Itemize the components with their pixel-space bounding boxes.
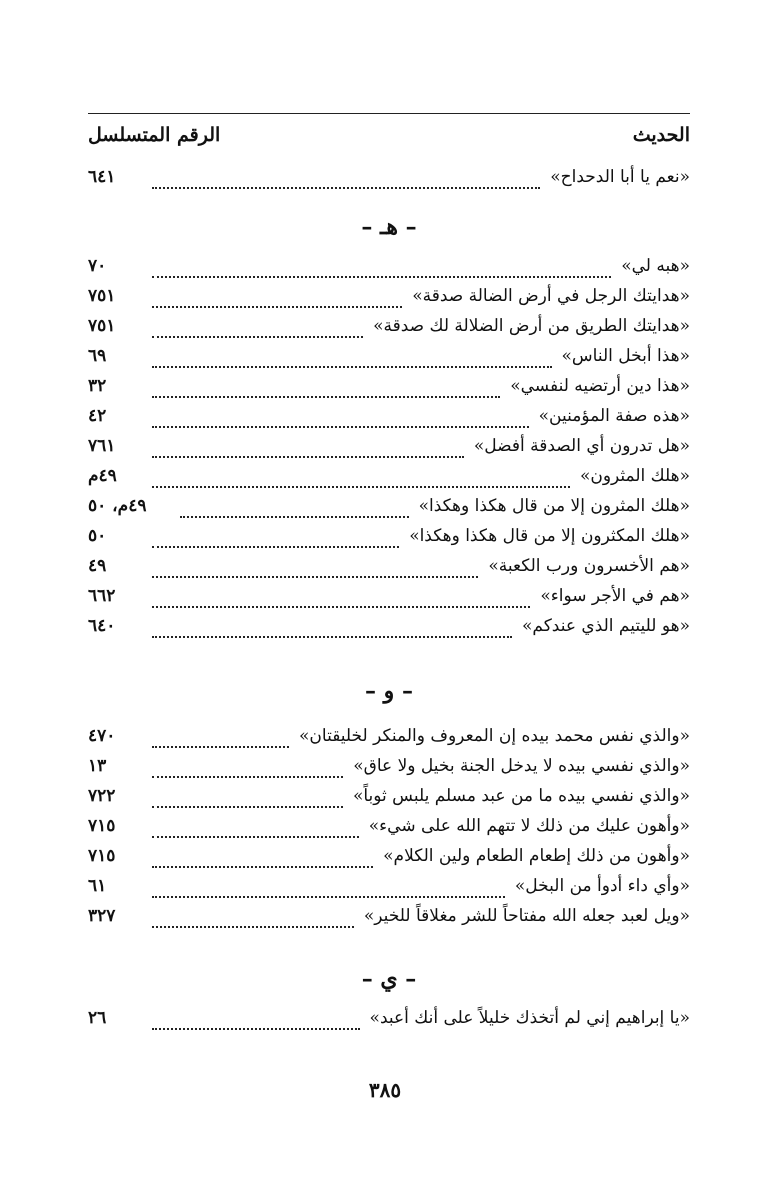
entry-text: «هدايتك الرجل في أرض الضالة صدقة»	[412, 286, 690, 306]
index-entry	[88, 724, 690, 754]
header-rule	[88, 113, 690, 114]
index-entry	[88, 814, 690, 844]
leader-dots	[152, 874, 505, 898]
entry-number: ٤٩م	[88, 466, 117, 486]
index-entry	[88, 904, 690, 934]
index-entry	[88, 404, 690, 434]
entry-number: ٦٤١	[88, 167, 116, 187]
entry-text: «هذا دين أرتضيه لنفسي»	[510, 376, 690, 396]
entry-number: ٥٠	[88, 526, 107, 546]
leader-dots	[152, 814, 359, 838]
entry-text: «هم الأخسرون ورب الكعبة»	[488, 556, 690, 576]
entry-number: ٤٩م، ٥٠	[88, 496, 147, 516]
entry-text: «وأي داء أدوأ من البخل»	[514, 876, 690, 896]
entry-number: ٧١٥	[88, 816, 116, 836]
entry-text: «والذي نفس محمد بيده إن المعروف والمنكر لخليقتان»	[299, 726, 690, 746]
index-entry	[88, 784, 690, 814]
entry-text: «نعم يا أبا الدحداح»	[550, 167, 690, 187]
section-letter-ya: – ي –	[361, 966, 417, 992]
leader-dots	[152, 724, 289, 748]
index-entry	[88, 284, 690, 314]
leader-dots	[152, 254, 611, 278]
section-letter-ha: – هـ –	[361, 214, 417, 240]
entry-number: ٧٢٢	[88, 786, 116, 806]
column-header	[88, 120, 690, 154]
entry-number: ٤٩	[88, 556, 107, 576]
entry-text: «وأهون عليك من ذلك لا تتهم الله على شيء»	[368, 816, 690, 836]
entry-text: «هدايتك الطريق من أرض الضلالة لك صدقة»	[373, 316, 690, 336]
entry-text: «هلك المثرون»	[579, 466, 690, 486]
entry-number: ٢٦	[88, 1008, 107, 1028]
entry-text: «هذه صفة المؤمنين»	[538, 406, 690, 426]
leader-dots	[152, 754, 343, 778]
entry-text: «هل تدرون أي الصدقة أفضل»	[473, 436, 690, 456]
leader-dots	[152, 344, 552, 368]
index-entry	[88, 874, 690, 904]
index-entry	[88, 464, 690, 494]
entry-number: ٤٢	[88, 406, 107, 426]
index-entry	[88, 165, 690, 195]
section-letter-waw: – و –	[365, 678, 413, 704]
column-serial-label: الرقم المتسلسل	[88, 124, 221, 146]
entry-number: ٧٦١	[88, 436, 116, 456]
entry-text: «هو لليتيم الذي عندكم»	[521, 616, 690, 636]
index-entry	[88, 584, 690, 614]
leader-dots	[152, 284, 402, 308]
entry-number: ٦٤٠	[88, 616, 116, 636]
leader-dots	[152, 464, 570, 488]
leader-dots	[152, 1006, 360, 1030]
entry-number: ٤٧٠	[88, 726, 116, 746]
entry-number: ٦٩	[88, 346, 107, 366]
index-entry	[88, 1006, 690, 1036]
leader-dots	[152, 314, 363, 338]
index-entry	[88, 254, 690, 284]
index-entry	[88, 844, 690, 874]
entry-text: «هبه لي»	[621, 256, 690, 276]
entry-number: ٧٥١	[88, 286, 116, 306]
index-entry	[88, 374, 690, 404]
entry-number: ٣٢	[88, 376, 107, 396]
entry-number: ٧١٥	[88, 846, 116, 866]
leader-dots	[152, 404, 529, 428]
entry-text: «يا إبراهيم إني لم أتخذك خليلاً على أنك أعبد»	[369, 1008, 690, 1028]
entry-text: «هذا أبخل الناس»	[561, 346, 690, 366]
index-entry	[88, 344, 690, 374]
leader-dots	[152, 844, 373, 868]
leader-dots	[152, 904, 354, 928]
entry-number: ٧٠	[88, 256, 107, 276]
leader-dots	[152, 554, 478, 578]
entry-text: «والذي نفسي بيده لا يدخل الجنة بخيل ولا عاق»	[353, 756, 690, 776]
entry-number: ١٣	[88, 756, 107, 776]
index-entry	[88, 524, 690, 554]
entry-number: ٦١	[88, 876, 107, 896]
entry-text: «هم في الأجر سواء»	[540, 586, 690, 606]
leader-dots	[152, 614, 512, 638]
entry-text: «هلك المثرون إلا من قال هكذا وهكذا»	[418, 496, 690, 516]
leader-dots	[152, 584, 530, 608]
entry-text: «ويل لعبد جعله الله مفتاحاً للشر مغلاقاً للخير»	[363, 906, 690, 926]
entry-text: «وأهون من ذلك إطعام الطعام ولين الكلام»	[383, 846, 690, 866]
index-entry	[88, 494, 690, 524]
leader-dots	[152, 165, 540, 189]
page-number: ٣٨٥	[368, 1078, 402, 1102]
entry-text: «والذي نفسي بيده ما من عبد مسلم يلبس ثوباً»	[352, 786, 690, 806]
index-entry	[88, 434, 690, 464]
leader-dots	[152, 374, 500, 398]
index-entry	[88, 754, 690, 784]
index-entry	[88, 314, 690, 344]
leader-dots	[152, 524, 399, 548]
leader-dots	[180, 494, 409, 518]
entry-number: ٦٦٢	[88, 586, 116, 606]
entry-text: «هلك المكثرون إلا من قال هكذا وهكذا»	[409, 526, 690, 546]
index-entry	[88, 554, 690, 584]
leader-dots	[152, 784, 343, 808]
index-entry	[88, 614, 690, 644]
entry-number: ٧٥١	[88, 316, 116, 336]
column-hadith-label: الحديث	[632, 124, 690, 146]
entry-number: ٣٢٧	[88, 906, 116, 926]
leader-dots	[152, 434, 464, 458]
